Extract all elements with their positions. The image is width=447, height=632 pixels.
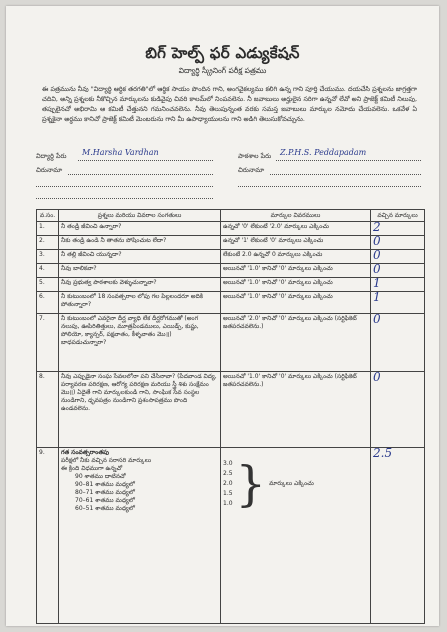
row-question: నీవు ఎప్పుడైనా సంఘ సేవలలోనా పని చేసినావా? (పేదవాండ విద్య, పర్యావరణ పరిరక్షణ, ఆరోగ్య పరిరక్షణ మరియు స్త్రీ శిశు సంక్షేమం మొ॥) ఏదైతే గాని మార్కులకుండి గాని, సాంఘిక సేవ సంస్థల నుండిగాని, ధృవపత్రం నుండిగాని ప్రశంసాపత్రము పొంది ఉండవలెను. [59,372,221,448]
school-name-line [276,160,421,161]
row-question-line: 90–81 శాతము మధ్యలో [75,481,135,488]
row-number: 8. [37,372,59,448]
row-number: 3. [37,250,59,264]
address-line-3[interactable] [36,198,213,199]
header-number: వ.సం. [37,210,59,222]
row-detail: అయినచో '1.0' కానిచో '0' మార్కులు ఎక్కించు [221,278,371,292]
row-question: నీ తల్లి జీవించి యున్నదా? [59,250,221,264]
address-line-2[interactable] [36,186,213,187]
row-number: 1. [37,222,59,236]
row-question-line: 70–61 శాతము మధ్యలో [75,497,135,504]
row-mark: 0 [373,234,381,248]
student-name-value[interactable]: M.Harsha Vardhan [82,148,159,157]
scale-value: 2.5 [223,470,233,477]
row-question-line: పరీక్షలో నీకు వచ్చిన సరాసరి మార్కులు [61,457,152,464]
table-row [37,372,425,448]
table-header-row [37,210,425,222]
table-row [37,222,425,236]
row-detail: ఉన్నచో '1' లేకుంటే '0' మార్కులు ఎక్కించు [221,236,371,250]
table-row [37,236,425,250]
row-question: నీ తండ్రి జీవించి ఉన్నారా? [59,222,221,236]
marks-scale [223,456,368,512]
header-marks-obtained: వచ్చిన మార్కులు [371,210,425,222]
row-detail: ఉన్నచో '0' లేకుంటే '2.0' మార్కులు ఎక్కించు [221,222,371,236]
row-question-line: ఈ క్రింది విధముగా ఉన్నచో [61,465,123,472]
instructions-paragraph: ఈ పత్రమును నీవు "విద్యార్థి ఆర్థిక తరగతి"లో ఆర్థిక సాయం పొందిన గాని, అంగవైకల్యము కలిగి ఉన్న గాని పూర్తి చేయుము. దయచేసి ప్రశ్నలను జాగ్రత్తగా చదివి, అన్ని ప్రశ్నలకు నీకొచ్చిన మార్కులను కుడివైపు చివరి కాలమ్‌లో నింపవలెను. నీ జవాబులు అర్హులైన సరిగా ఉన్నవో లేవో అని ప్రాజెక్ట్ కమిటీ నిలుపు, తప్పులైనచో అభిరామి ఆ కమిటీ చేత్తునని గమనించవలెను. నీవు తెలుపున్నంత వరకు సమస్త జవాబులు మార్కుల నమోదు చేయవలెను. ఒకవేళ ఏ ప్రశ్నకైనా అర్థము కానిచో ప్రాజెక్ట్ కమిటీ మెంబరును గాని మీ ఉపాధ్యాయులను గాని అడిగి తెలుసుకోవచ్చును. [42,85,417,123]
row-detail: అయినచో '2.0' కానిచో '0' మార్కులు ఎక్కించు (సర్టిఫికెట్ జతపరచవలెను.) [221,314,371,372]
scale-value: 1.5 [223,490,233,497]
row-mark: 2 [373,220,381,234]
row-number: 2. [37,236,59,250]
scale-value: 1.0 [223,500,233,507]
school-address-label: చిరునామా [238,166,265,174]
row-mark: 1 [373,276,381,290]
row-question-line: 60–51 శాతము మధ్యలో [75,505,135,512]
header-question: ప్రశ్నలు మరియు వివరాల సంగతులు [59,210,221,222]
row-detail: అయినచో '1.0' కానిచో '0' మార్కులు ఎక్కించు [221,264,371,278]
row-mark: 0 [373,370,381,384]
screening-form-page [6,6,439,626]
table-row [37,292,425,314]
row-detail: లేకుంటే 2.0 ఉన్నచో 0 మార్కులు ఎక్కించు [221,250,371,264]
table-row [37,448,425,624]
scale-value: 3.0 [223,460,233,467]
address-line-1[interactable] [68,174,213,175]
row-mark: 2.5 [373,446,393,460]
screening-table [36,209,425,624]
row-mark-cell[interactable] [371,292,425,314]
right-brace-icon: } [235,456,267,512]
row-question: నీకు తండ్రి ఉండి నీ తాతను పోషించుట లేదా? [59,236,221,250]
scale-note: మార్కులు ఎక్కించు [269,480,314,487]
school-name-label: పాఠశాల పేరు [238,152,272,160]
row-question: నీవు ప్రభుత్వ పాఠశాలకు వెళ్ళుచున్నావా? [59,278,221,292]
row-mark-cell[interactable] [371,314,425,372]
row-number: 7. [37,314,59,372]
scale-value: 2.0 [223,480,233,487]
row-detail: అయినచో '1.0' కానిచో '0' మార్కులు ఎక్కించు (సర్టిఫికెట్ జతపరచవలెను.) [221,372,371,448]
school-address-line-2[interactable] [238,186,421,187]
row-number: 4. [37,264,59,278]
form-title: బిగ్ హెల్ప్ ఫర్ ఎడ్యుకేషన్ [145,44,300,62]
row-mark-cell[interactable] [371,372,425,448]
row-question-line: 80–71 శాతము మధ్యలో [75,489,135,496]
row-number: 5. [37,278,59,292]
school-address-line-1[interactable] [270,174,421,175]
row-mark: 0 [373,248,381,262]
table-row [37,278,425,292]
row-mark: 1 [373,290,381,304]
table-row [37,264,425,278]
row-mark: 0 [373,312,381,326]
row-number: 6. [37,292,59,314]
address-label: చిరునామా [36,166,63,174]
row-mark: 0 [373,262,381,276]
table-row [37,250,425,264]
row-question [59,448,221,624]
row-detail [221,448,371,624]
row-detail: అయినచో '1.0' కానిచో '0' మార్కులు ఎక్కించు [221,292,371,314]
row-number: 9. [37,448,59,624]
student-name-line [78,160,213,161]
row-question: నీవు బాలికవా? [59,264,221,278]
student-name-label: విద్యార్థి పేరు [36,152,67,160]
row-question-line: 90 శాతము దాటినచో [75,473,126,480]
form-subtitle: విద్యార్థి స్క్రీనింగ్ పరీక్ష పత్రము [178,66,267,75]
row-question-line: గత సంవత్సరాంతపు [61,449,110,456]
row-mark-cell[interactable] [371,448,425,624]
table-row [37,314,425,372]
marks-scale-values [223,459,233,509]
school-name-value[interactable]: Z.P.H.S. Peddapadam [280,148,367,157]
row-question: నీ కుటుంబంలో ఎవరైనా దీర్ఘ వ్యాధి లేక దీర్ఘరోగముతో (అంగ నలుపు, ఊపిరితిత్తులు, మూత్రపిండములు, ఎయిడ్స్, కుష్టు, పోలియో, క్యాన్సర్, పక్షవాతం, కీళ్ళవాతం మొ॥) బాధపడుచున్నారా? [59,314,221,372]
row-question: నీ కుటుంబంలో 18 సంవత్సరాల లోపు గల పిల్లలందరూ అదికి పోతున్నారా? [59,292,221,314]
header-marks-detail: మార్కుల వివరములు [221,210,371,222]
